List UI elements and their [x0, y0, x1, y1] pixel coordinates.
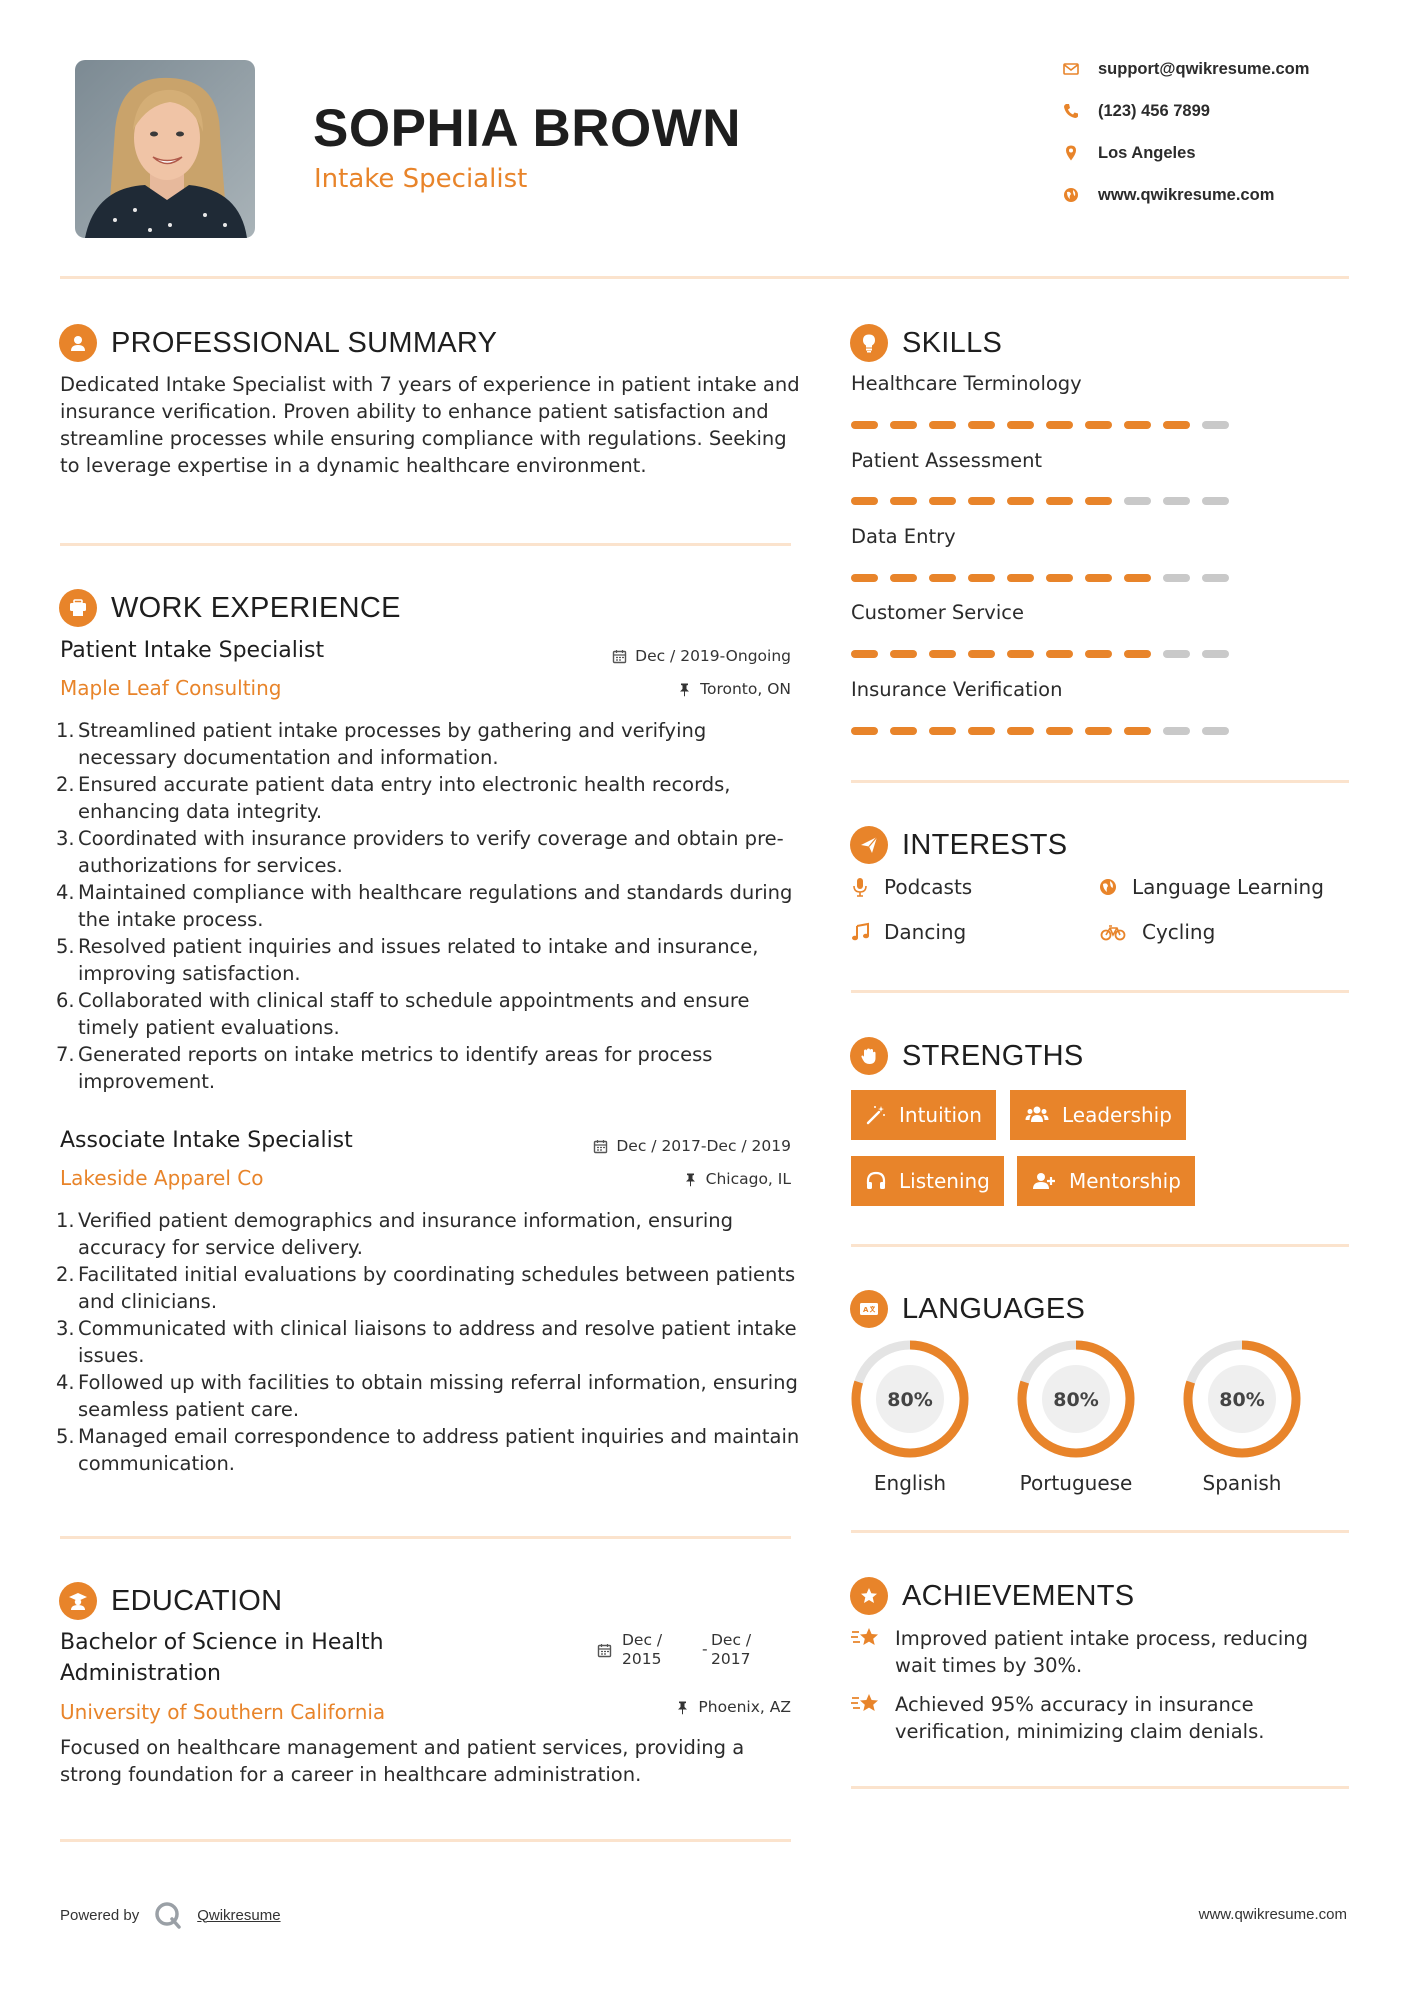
- skills-heading: [850, 323, 1002, 363]
- rating-dot-filled: [929, 497, 956, 505]
- interest-label: Language Learning: [1132, 875, 1324, 899]
- achievement-text: Improved patient intake process, reducing wait times by 30%.: [895, 1627, 1309, 1677]
- rating-dot-filled: [1124, 421, 1151, 429]
- rating-dot-filled: [1007, 497, 1034, 505]
- achievements-divider: [851, 1786, 1349, 1789]
- interest-podcasts: [850, 872, 972, 902]
- rating-dot-filled: [890, 421, 917, 429]
- calendar-icon: [593, 1139, 608, 1154]
- skill-3-name: Data Entry: [851, 525, 956, 548]
- education-school: University of Southern California: [60, 1700, 386, 1724]
- languages-title: LANGUAGES: [902, 1292, 1086, 1325]
- contact-phone-text: (123) 456 7899: [1098, 101, 1210, 120]
- languages-heading: [850, 1289, 1085, 1329]
- job-1-dates: [612, 647, 791, 665]
- list-item: 1. Verified patient demographics and insurance information, ensuring accuracy for service delivery.: [56, 1209, 733, 1259]
- hand-icon: [850, 1037, 888, 1075]
- qwikresume-link[interactable]: Qwikresume: [197, 1906, 281, 1924]
- job-1-duties: [56, 717, 800, 1095]
- education-divider: [60, 1839, 791, 1842]
- skill-3-rating: [851, 574, 1241, 582]
- rating-dot-filled: [851, 650, 878, 658]
- rating-dot-filled: [968, 574, 995, 582]
- list-item: 4. Maintained compliance with healthcare regulations and standards during the intake process.: [56, 881, 793, 931]
- skill-2-name: Patient Assessment: [851, 449, 1043, 472]
- rating-dot-filled: [851, 574, 878, 582]
- rating-dot-filled: [1046, 574, 1073, 582]
- lightbulb-icon: [850, 324, 888, 362]
- briefcase-icon: [59, 589, 97, 627]
- job-2-company: Lakeside Apparel Co: [60, 1166, 264, 1190]
- contact-website-text: www.qwikresume.com: [1098, 185, 1275, 204]
- list-item: 2. Ensured accurate patient data entry into electronic health records, enhancing data integrity.: [56, 773, 731, 823]
- interests-heading: [850, 825, 1067, 865]
- language-icon: [850, 1290, 888, 1328]
- user-plus-icon: [1031, 1170, 1057, 1192]
- job-2-title: Associate Intake Specialist: [60, 1128, 353, 1153]
- list-item: 7. Generated reports on intake metrics to identify areas for process improvement.: [56, 1043, 713, 1093]
- job-1-company: Maple Leaf Consulting: [60, 676, 282, 700]
- rating-dot-filled: [968, 497, 995, 505]
- globe-icon: [1062, 186, 1080, 204]
- skill-4-name: Customer Service: [851, 601, 1024, 624]
- skill-5-name: Insurance Verification: [851, 678, 1063, 701]
- language-portuguese: [1014, 1337, 1138, 1495]
- rating-dot-filled: [1085, 421, 1112, 429]
- pushpin-icon: [683, 1172, 698, 1187]
- strength-label: Mentorship: [1069, 1169, 1181, 1193]
- rating-dot-filled: [1007, 574, 1034, 582]
- language-progress-ring: [848, 1337, 972, 1461]
- rating-dot-filled: [890, 574, 917, 582]
- star-icon: [850, 1691, 882, 1719]
- job-2-dates: [593, 1137, 791, 1155]
- skill-1-name: Healthcare Terminology: [851, 372, 1082, 395]
- job-2-location-text: Chicago, IL: [705, 1170, 791, 1188]
- contact-phone[interactable]: [1062, 97, 1210, 125]
- language-progress-ring: [1180, 1337, 1304, 1461]
- interest-dancing: [850, 917, 966, 947]
- contact-email-text: support@qwikresume.com: [1098, 59, 1310, 78]
- language-percent-label: 80%: [1053, 1389, 1099, 1411]
- interest-label: Dancing: [884, 920, 967, 944]
- language-name: English: [873, 1471, 947, 1495]
- language-spanish: [1180, 1337, 1304, 1495]
- rating-dot-empty: [1202, 574, 1229, 582]
- education-location: [675, 1698, 791, 1716]
- education-heading: [59, 1581, 282, 1621]
- rating-dot-filled: [1163, 421, 1190, 429]
- rating-dot-empty: [1163, 497, 1190, 505]
- list-item: 5. Resolved patient inquiries and issues related to intake and insurance, improving satisfaction.: [56, 935, 759, 985]
- achievement-text: Achieved 95% accuracy in insurance verification, minimizing claim denials.: [895, 1693, 1265, 1743]
- strength-label: Listening: [899, 1169, 990, 1193]
- education-date-separator: -: [702, 1640, 708, 1658]
- rating-dot-empty: [1163, 574, 1190, 582]
- strengths-heading: [850, 1036, 1084, 1076]
- calendar-icon: [597, 1643, 612, 1662]
- language-progress-ring: [1014, 1337, 1138, 1461]
- rating-dot-filled: [968, 727, 995, 735]
- contact-location: [1062, 139, 1196, 167]
- rating-dot-filled: [1085, 574, 1112, 582]
- paper-plane-icon: [850, 826, 888, 864]
- rating-dot-filled: [1046, 497, 1073, 505]
- interest-language-learning: [1098, 872, 1324, 902]
- contact-website[interactable]: [1062, 181, 1274, 209]
- rating-dot-filled: [851, 497, 878, 505]
- strength-mentorship: [1017, 1156, 1195, 1206]
- language-name: Spanish: [1202, 1471, 1282, 1495]
- interests-title: INTERESTS: [902, 828, 1068, 861]
- language-name: Portuguese: [1019, 1471, 1133, 1495]
- qwikresume-logo-icon: [153, 1900, 183, 1930]
- rating-dot-filled: [890, 727, 917, 735]
- experience-heading: [59, 588, 401, 628]
- skills-divider: [851, 780, 1349, 783]
- candidate-title: Intake Specialist: [314, 164, 528, 194]
- education-end-date: Dec / 2017: [711, 1631, 752, 1668]
- education-location-text: Phoenix, AZ: [698, 1698, 791, 1716]
- rating-dot-filled: [890, 497, 917, 505]
- skill-2-rating: [851, 497, 1241, 505]
- bicycle-icon: [1098, 922, 1128, 942]
- interest-cycling: [1098, 917, 1215, 947]
- interest-label: Podcasts: [884, 875, 973, 899]
- header-divider: [60, 276, 1349, 279]
- rating-dot-filled: [1007, 421, 1034, 429]
- degree-line-2: Administration: [60, 1661, 221, 1686]
- education-start-date: Dec / 2015: [622, 1631, 663, 1668]
- rating-dot-filled: [1124, 650, 1151, 658]
- list-item: 6. Collaborated with clinical staff to schedule appointments and ensure timely patient evaluations.: [56, 989, 750, 1039]
- headphones-icon: [865, 1170, 887, 1192]
- strengths-divider: [851, 1244, 1349, 1247]
- pushpin-icon: [675, 1700, 690, 1715]
- rating-dot-filled: [968, 421, 995, 429]
- list-item: 1. Streamlined patient intake processes by gathering and verifying necessary documentation and information.: [56, 719, 707, 769]
- job-1-location: [677, 680, 791, 698]
- job-2-dates-text: Dec / 2017-Dec / 2019: [616, 1137, 791, 1155]
- rating-dot-filled: [851, 727, 878, 735]
- microphone-icon: [850, 877, 870, 897]
- summary-title: PROFESSIONAL SUMMARY: [111, 326, 498, 359]
- list-item: 3. Coordinated with insurance providers to verify coverage and obtain pre-authorizations for services.: [56, 827, 784, 877]
- rating-dot-filled: [851, 421, 878, 429]
- avatar: [75, 60, 255, 238]
- footer-url[interactable]: www.qwikresume.com: [1198, 1906, 1347, 1923]
- experience-title: WORK EXPERIENCE: [111, 591, 401, 624]
- rating-dot-empty: [1202, 650, 1229, 658]
- users-icon: [1024, 1104, 1050, 1126]
- magic-wand-icon: [865, 1104, 887, 1126]
- list-item: 4. Followed up with facilities to obtain missing referral information, ensuring seamless patient care.: [56, 1371, 798, 1421]
- strength-leadership: [1010, 1090, 1186, 1140]
- strengths-title: STRENGTHS: [902, 1039, 1084, 1072]
- contact-location-text: Los Angeles: [1098, 143, 1196, 162]
- job-2-duties: [56, 1207, 800, 1477]
- summary-heading: [59, 323, 497, 363]
- phone-icon: [1062, 102, 1080, 120]
- summary-text: Dedicated Intake Specialist with 7 years of experience in patient intake and insurance verification. Proven ability to enhance patient satisfaction and streamline processes while ensuring compliance with regulations. Seeking to leverage expertise in a dynamic healthcare environment.: [60, 373, 800, 477]
- achievements-heading: [850, 1576, 1134, 1616]
- pushpin-icon: [677, 682, 692, 697]
- list-item: 3. Communicated with clinical liaisons to address and resolve patient intake issues.: [56, 1317, 797, 1367]
- rating-dot-filled: [929, 650, 956, 658]
- list-item: 2. Facilitated initial evaluations by coordinating schedules between patients and clinicians.: [56, 1263, 796, 1313]
- rating-dot-empty: [1124, 497, 1151, 505]
- experience-divider: [60, 1536, 791, 1539]
- star-badge-icon: [850, 1577, 888, 1615]
- graduate-icon: [59, 1582, 97, 1620]
- strength-intuition: [851, 1090, 996, 1140]
- summary-divider: [60, 543, 791, 546]
- powered-by-text: Powered by: [60, 1906, 140, 1924]
- rating-dot-filled: [1007, 650, 1034, 658]
- skill-4-rating: [851, 650, 1241, 658]
- rating-dot-filled: [929, 421, 956, 429]
- rating-dot-filled: [968, 650, 995, 658]
- achievements-title: ACHIEVEMENTS: [902, 1579, 1135, 1612]
- list-item: 5. Managed email correspondence to address patient inquiries and maintain communication.: [56, 1425, 800, 1475]
- globe-icon: [1098, 877, 1118, 897]
- skill-5-rating: [851, 727, 1241, 735]
- candidate-name: SOPHIA BROWN: [313, 99, 742, 158]
- rating-dot-empty: [1202, 421, 1229, 429]
- user-icon: [59, 324, 97, 362]
- profile-photo: [75, 60, 255, 238]
- rating-dot-filled: [1046, 650, 1073, 658]
- footer-powered-by: [60, 1900, 281, 1930]
- rating-dot-filled: [1085, 650, 1112, 658]
- rating-dot-filled: [1046, 421, 1073, 429]
- envelope-icon: [1062, 60, 1080, 78]
- contact-email[interactable]: [1062, 55, 1309, 83]
- education-text: Focused on healthcare management and patient services, providing a strong foundation for a career in healthcare administration.: [60, 1736, 745, 1786]
- interest-label: Cycling: [1142, 920, 1216, 944]
- rating-dot-filled: [890, 650, 917, 658]
- rating-dot-filled: [1046, 727, 1073, 735]
- rating-dot-filled: [1085, 727, 1112, 735]
- strength-label: Intuition: [899, 1103, 982, 1127]
- skills-title: SKILLS: [902, 326, 1003, 359]
- rating-dot-filled: [1124, 574, 1151, 582]
- job-1-location-text: Toronto, ON: [700, 680, 791, 698]
- job-2-location: [683, 1170, 791, 1188]
- rating-dot-filled: [1124, 727, 1151, 735]
- skill-1-rating: [851, 421, 1241, 429]
- language-percent-label: 80%: [887, 1389, 933, 1411]
- job-1-title: Patient Intake Specialist: [60, 638, 325, 663]
- rating-dot-filled: [929, 574, 956, 582]
- language-percent-label: 80%: [1219, 1389, 1265, 1411]
- job-1-dates-text: Dec / 2019-Ongoing: [635, 647, 791, 665]
- language-english: [848, 1337, 972, 1495]
- rating-dot-filled: [929, 727, 956, 735]
- strength-listening: [851, 1156, 1004, 1206]
- strength-label: Leadership: [1062, 1103, 1172, 1127]
- rating-dot-empty: [1163, 650, 1190, 658]
- music-note-icon: [850, 922, 870, 942]
- star-icon: [850, 1625, 882, 1653]
- rating-dot-empty: [1202, 727, 1229, 735]
- rating-dot-empty: [1202, 497, 1229, 505]
- map-pin-icon: [1062, 144, 1080, 162]
- achievement-2: [850, 1691, 1350, 1745]
- achievement-1: [850, 1625, 1350, 1679]
- education-title: EDUCATION: [111, 1584, 283, 1617]
- rating-dot-filled: [1085, 497, 1112, 505]
- calendar-icon: [612, 649, 627, 664]
- svg-text:A: A: [863, 1306, 869, 1314]
- rating-dot-empty: [1163, 727, 1190, 735]
- interests-divider: [851, 990, 1349, 993]
- rating-dot-filled: [1007, 727, 1034, 735]
- languages-divider: [851, 1530, 1349, 1533]
- degree-line-1: Bachelor of Science in Health: [60, 1630, 384, 1655]
